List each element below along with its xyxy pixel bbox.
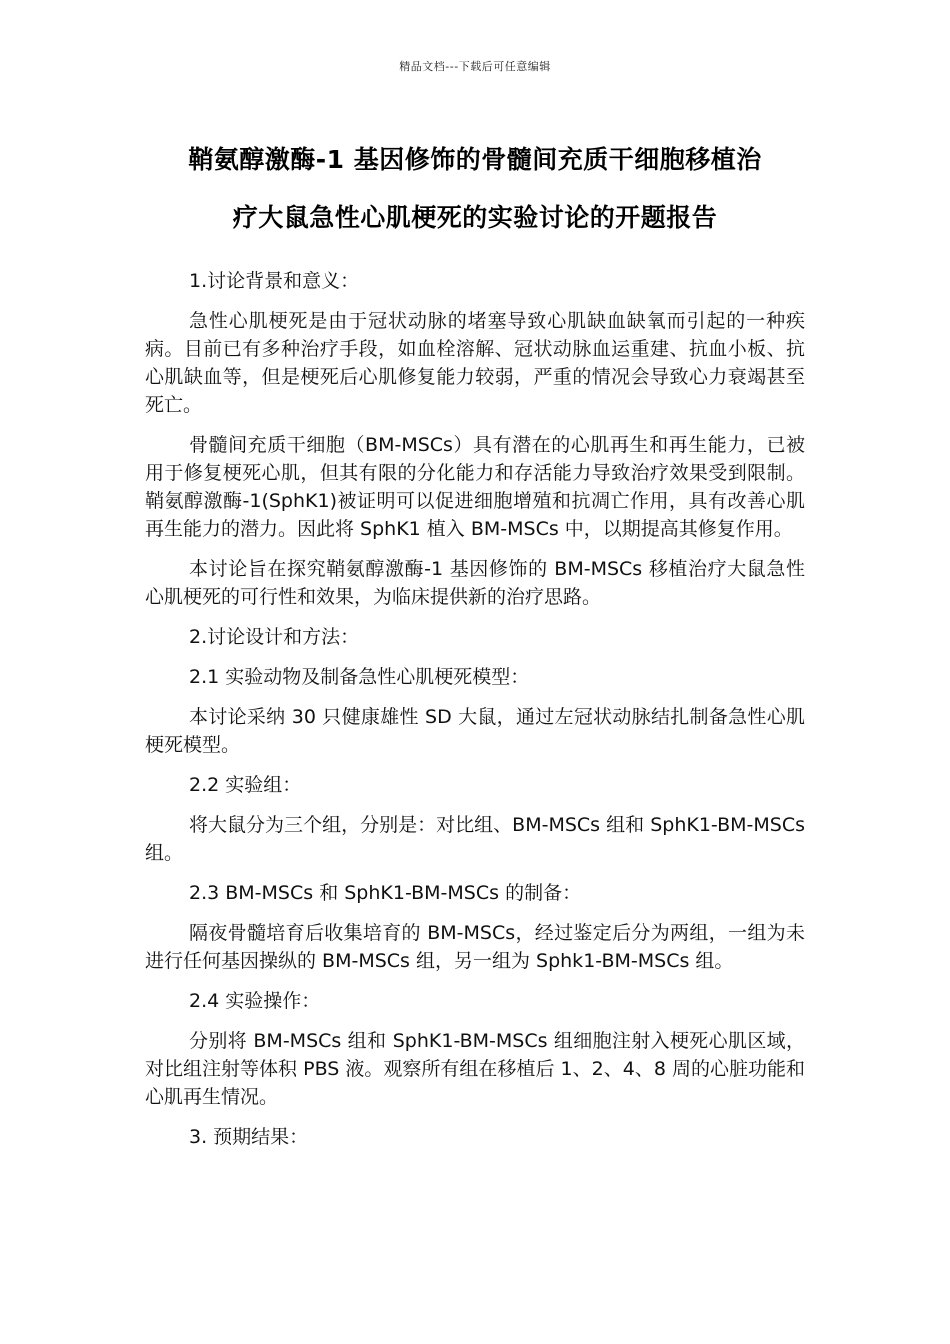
section-heading-background: 1.讨论背景和意义： [189, 270, 360, 292]
paragraph-2-2: 将大鼠分为三个组，分别是：对比组、BM-MSCs 组和 SphK1-BM-MSCs 组。 [145, 814, 805, 864]
subsection-heading-2-1: 2.1 实验动物及制备急性心肌梗死模型： [189, 666, 530, 688]
subsection-heading-2-3: 2.3 BM-MSCs 和 SphK1-BM-MSCs 的制备： [189, 882, 582, 904]
document-title-line-1: 鞘氨醇激酶-1 基因修饰的骨髓间充质干细胞移植治 [188, 145, 762, 174]
paragraph-2-1: 本讨论采纳 30 只健康雄性 SD 大鼠，通过左冠状动脉结扎制备急性心肌梗死模型。 [145, 706, 805, 756]
paragraph-2-4: 分别将 BM-MSCs 组和 SphK1-BM-MSCs 组细胞注射入梗死心肌区域，对比组注射等体积 PBS 液。观察所有组在移植后 1、2、4、8 周的心脏功能和心肌再生情况。 [145, 1030, 805, 1108]
paragraph-2-3: 隔夜骨髓培育后收集培育的 BM-MSCs，经过鉴定后分为两组，一组为未进行任何基因操纵的 BM-MSCs 组，另一组为 Sphk1-BM-MSCs 组。 [145, 922, 805, 972]
subsection-heading-2-4: 2.4 实验操作： [189, 990, 321, 1012]
paragraph-background-1: 急性心肌梗死是由于冠状动脉的堵塞导致心肌缺血缺氧而引起的一种疾病。目前已有多种治疗手段，如血栓溶解、冠状动脉血运重建、抗血小板、抗心肌缺血等，但是梗死后心肌修复能力较弱，严重的情况会导致心力衰竭甚至死亡。 [145, 310, 805, 416]
header-note: 精品文档---下载后可任意编辑 [399, 60, 551, 73]
paragraph-background-2: 骨髓间充质干细胞（BM-MSCs）具有潜在的心肌再生和再生能力，已被用于修复梗死心肌，但其有限的分化能力和存活能力导致治疗效果受到限制。鞘氨醇激酶-1(SphK1)被证明可以促进细胞增殖和抗凋亡作用，具有改善心肌再生能力的潜力。因此将 SphK1 植入 BM-MSCs 中，以期提高其修复作用。 [145, 434, 805, 540]
document-body [145, 267, 805, 1163]
paragraph-background-3: 本讨论旨在探究鞘氨醇激酶-1 基因修饰的 BM-MSCs 移植治疗大鼠急性心肌梗死的可行性和效果，为临床提供新的治疗思路。 [145, 558, 805, 608]
section-heading-expected-results: 3. 预期结果： [189, 1126, 309, 1148]
section-heading-design: 2.讨论设计和方法： [189, 626, 360, 648]
subsection-heading-2-2: 2.2 实验组： [189, 774, 302, 796]
document-title-line-2: 疗大鼠急性心肌梗死的实验讨论的开题报告 [232, 203, 718, 232]
